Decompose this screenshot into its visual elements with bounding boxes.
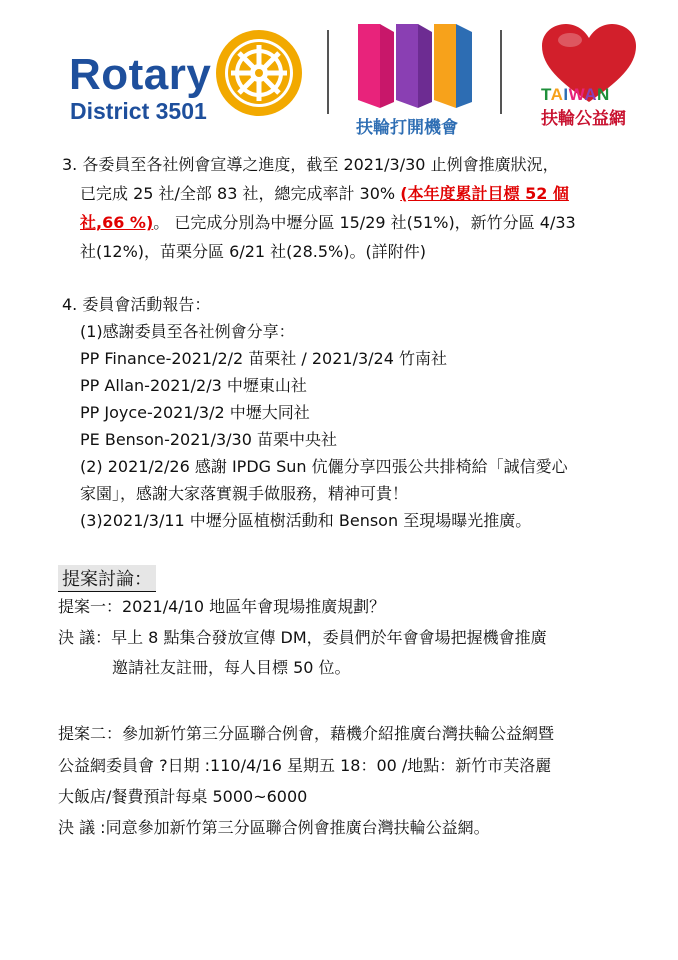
item4-entry-finance: PP Finance-2021/2/2 苗栗社 / 2021/3/24 竹南社 bbox=[80, 349, 448, 368]
open-doors-icon bbox=[356, 20, 476, 112]
item3-line4: 社(12%)，苗栗分區 6/21 社(28.5%)。(詳附件) bbox=[80, 242, 426, 261]
item4-sub1: (1)感謝委員至各社例會分享： bbox=[80, 322, 295, 341]
resolution-1-line1: 決 議：早上 8 點集合發放宣傳 DM，委員們於年會會場把握機會推廣 bbox=[58, 628, 547, 647]
taiwan-wordmark: TAIWAN bbox=[541, 85, 610, 104]
discussion-heading: 提案討論： bbox=[58, 565, 156, 592]
target-highlight-2: 社,66 %) bbox=[80, 213, 154, 232]
item3-line2: 已完成 25 社/全部 83 社，總完成率計 30% (本年度累計目標 52 個 bbox=[80, 184, 569, 203]
item3-line1: 3. 各委員至各社例會宣導之進度，截至 2021/3/30 止例會推廣狀況， bbox=[62, 155, 559, 174]
item4-entry-benson: PE Benson-2021/3/30 苗栗中央社 bbox=[80, 430, 337, 449]
taiwan-charity-label: 扶輪公益網 bbox=[541, 109, 626, 129]
item4-entry-allan: PP Allan-2021/2/3 中壢東山社 bbox=[80, 376, 307, 395]
rotary-wheel-icon bbox=[213, 27, 305, 119]
item4-title: 4. 委員會活動報告： bbox=[62, 295, 211, 314]
item4-sub2-line2: 家園」，感謝大家落實親手做服務，精神可貴！ bbox=[80, 484, 409, 503]
open-doors-label: 扶輪打開機會 bbox=[356, 118, 458, 138]
proposal-2-line2: 公益網委員會 ?日期 :110/4/16 星期五 18：00 /地點：新竹市芙洛麗 bbox=[58, 756, 552, 775]
header-divider-2 bbox=[500, 30, 502, 114]
item4-sub2-line1: (2) 2021/2/26 感謝 IPDG Sun 伉儷分享四張公共排椅給「誠信愛心 bbox=[80, 457, 568, 476]
proposal-2-line1: 提案二：參加新竹第三分區聯合例會，藉機介紹推廣台灣扶輪公益網暨 bbox=[58, 724, 555, 743]
proposal-1: 提案一：2021/4/10 地區年會現場推廣規劃？ bbox=[58, 597, 386, 616]
emblem-top-text: ROTARY bbox=[242, 32, 276, 44]
item4-entry-joyce: PP Joyce-2021/3/2 中壢大同社 bbox=[80, 403, 310, 422]
resolution-2: 決 議 :同意參加新竹第三分區聯合例會推廣台灣扶輪公益網。 bbox=[58, 818, 490, 837]
district-label: District 3501 bbox=[70, 98, 207, 124]
resolution-1-line2: 邀請社友註冊，每人目標 50 位。 bbox=[112, 658, 351, 677]
rotary-wordmark: Rotary bbox=[69, 50, 212, 99]
target-highlight-1: (本年度累計目標 52 個 bbox=[400, 184, 569, 203]
item3-line3: 社,66 %)。 已完成分別為中壢分區 15/29 社(51%)，新竹分區 4/33 bbox=[80, 213, 576, 232]
proposal-2-line3: 大飯店/餐費預計每桌 5000~6000 bbox=[58, 787, 308, 806]
header-divider bbox=[327, 30, 329, 114]
item4-sub3: (3)2021/3/11 中壢分區植樹活動和 Benson 至現場曝光推廣。 bbox=[80, 511, 532, 530]
